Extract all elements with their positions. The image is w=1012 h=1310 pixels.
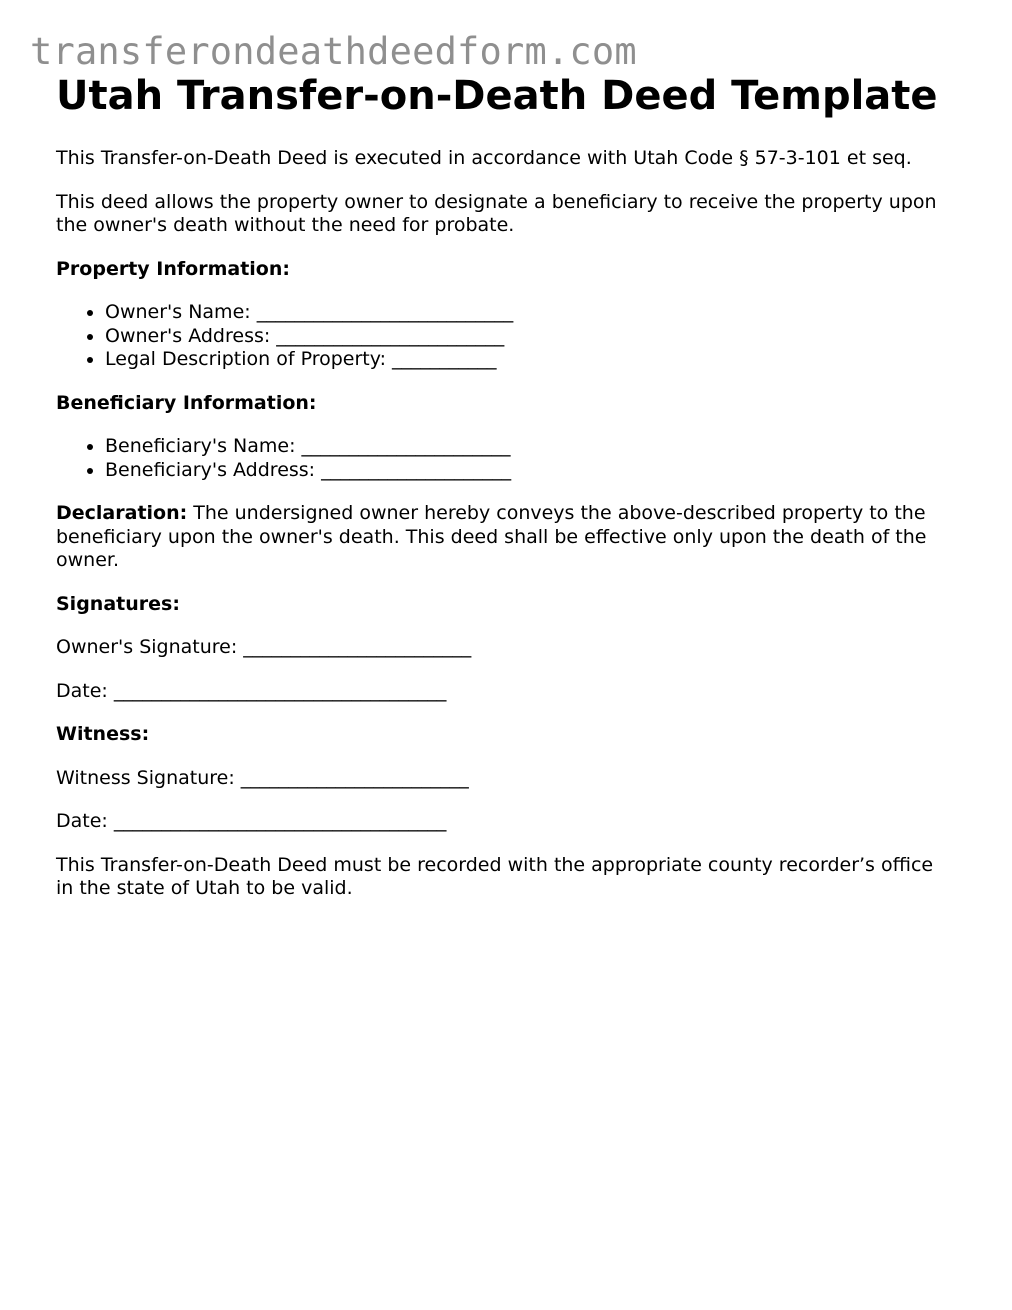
property-information-heading: Property Information: — [56, 257, 290, 280]
legal-description-field: • Legal Description of Property: ___________ — [105, 348, 956, 372]
witness-heading: Witness: — [56, 723, 150, 745]
witness-date-line: Date: ___________________________________ — [56, 810, 447, 832]
document-title: Utah Transfer-on-Death Deed Template — [56, 73, 938, 119]
deed-document — [56, 72, 956, 921]
beneficiary-information-heading: Beneficiary Information: — [56, 391, 317, 414]
witness-signature-line: Witness Signature: ________________________ — [56, 766, 469, 789]
declaration-paragraph — [56, 502, 956, 573]
signatures-heading: Signatures: — [56, 592, 180, 615]
declaration-text: The undersigned owner hereby conveys the above-described property to the beneficiary upon the owner's death. This deed shall be effective only upon the death of the owner. — [56, 502, 927, 571]
owner-address-field: • Owner's Address: ________________________ — [105, 325, 956, 349]
beneficiary-address-field: • Beneficiary's Address: ____________________ — [105, 459, 956, 483]
owner-signature-line: Owner's Signature: ________________________ — [56, 636, 472, 658]
purpose-paragraph: This deed allows the property owner to designate a beneficiary to receive the property upon the owner's death without the need for probate. — [56, 190, 937, 236]
property-information-list — [56, 301, 956, 372]
declaration-label: Declaration: — [56, 502, 188, 524]
closing-paragraph: This Transfer-on-Death Deed must be recorded with the appropriate county recorder’s office in the state of Utah to be valid. — [56, 853, 934, 899]
owner-signature-date-line: Date: ___________________________________ — [56, 679, 447, 702]
beneficiary-name-field: • Beneficiary's Name: ______________________ — [105, 435, 956, 459]
beneficiary-information-list — [56, 435, 956, 482]
intro-paragraph: This Transfer-on-Death Deed is executed in accordance with Utah Code § 57-3-101 et seq. — [56, 147, 912, 169]
site-watermark: transferondeathdeedform.com — [30, 30, 637, 73]
owner-name-field: • Owner's Name: ___________________________ — [105, 301, 956, 325]
